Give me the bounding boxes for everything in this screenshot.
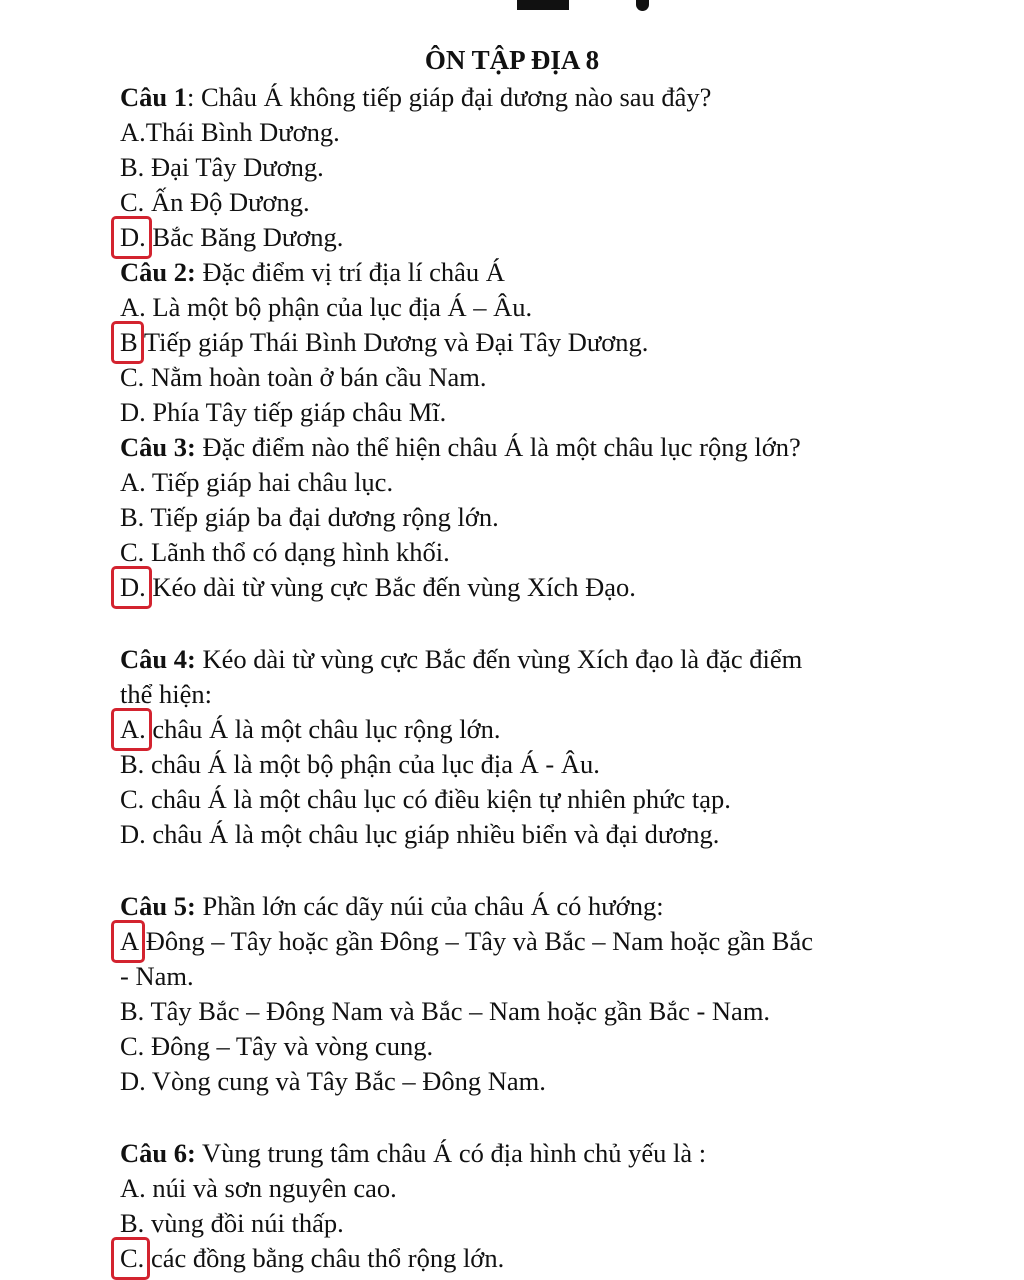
spacer: [120, 605, 940, 642]
question-3: [120, 430, 940, 465]
option-1c: [120, 185, 940, 220]
option-text: núi và sơn nguyên cao.: [145, 1173, 397, 1203]
selected-answer-marker: B: [120, 325, 138, 360]
option-text: Đại Tây Dương.: [144, 152, 324, 182]
spacer: [120, 1099, 940, 1136]
question-text: : Châu Á không tiếp giáp đại dương nào sau đây?: [187, 82, 712, 112]
question-text: Đặc điểm vị trí địa lí châu Á: [195, 257, 505, 287]
question-label: Câu 3:: [120, 432, 196, 462]
option-text: châu Á là một châu lục giáp nhiều biển và đại dương.: [145, 819, 720, 849]
option-text: Bắc Băng Dương.: [145, 222, 344, 252]
selected-answer-marker: A: [120, 924, 139, 959]
option-1b: [120, 150, 940, 185]
option-text: Là một bộ phận của lục địa Á – Âu.: [145, 292, 533, 322]
option-text: Tiếp giáp hai châu lục.: [145, 467, 394, 497]
option-text: Ấn Độ Dương.: [144, 187, 310, 217]
question-text: Đặc điểm nào thể hiện châu Á là một châu lục rộng lớn?: [195, 432, 801, 462]
question-text: Kéo dài từ vùng cực Bắc đến vùng Xích đạo là đặc điểm: [195, 644, 803, 674]
option-letter: C.: [120, 784, 145, 814]
option-2d: [120, 395, 940, 430]
option-4c: [120, 782, 940, 817]
option-text: Nằm hoàn toàn ở bán cầu Nam.: [144, 362, 487, 392]
option-letter: A.: [120, 1173, 146, 1203]
option-1d: [120, 220, 940, 255]
selected-answer-marker: D.: [120, 220, 146, 255]
option-text: Đông – Tây và vòng cung.: [144, 1031, 434, 1061]
option-letter: B.: [120, 502, 145, 532]
option-text: các đồng bằng châu thổ rộng lớn.: [144, 1243, 505, 1273]
option-letter: D.: [120, 397, 146, 427]
option-5d: [120, 1064, 940, 1099]
question-label: Câu 2:: [120, 257, 196, 287]
option-text: vùng đồi núi thấp.: [144, 1208, 344, 1238]
option-5b: [120, 994, 940, 1029]
option-letter: B.: [120, 996, 145, 1026]
option-text: châu Á là một châu lục có điều kiện tự nhiên phức tạp.: [144, 784, 731, 814]
option-text: Tây Bắc – Đông Nam và Bắc – Nam hoặc gần Bắc - Nam.: [144, 996, 771, 1026]
option-letter: D.: [120, 1066, 146, 1096]
option-4d: [120, 817, 940, 852]
selected-answer-marker: A.: [120, 712, 146, 747]
question-6: [120, 1136, 940, 1171]
option-text: Vòng cung và Tây Bắc – Đông Nam.: [145, 1066, 546, 1096]
option-5a: [120, 924, 940, 959]
option-letter: A.: [120, 117, 146, 147]
quiz-document: [120, 80, 940, 1276]
option-3d: [120, 570, 940, 605]
option-letter: A.: [120, 292, 146, 322]
top-edge-dot: [636, 0, 649, 11]
option-3b: [120, 500, 940, 535]
option-letter: C.: [120, 1031, 145, 1061]
option-6a: [120, 1171, 940, 1206]
option-letter: B.: [120, 1208, 145, 1238]
question-text: Phần lớn các dãy núi của châu Á có hướng:: [195, 891, 664, 921]
option-letter: C.: [120, 362, 145, 392]
option-letter: C.: [120, 187, 145, 217]
option-6b: [120, 1206, 940, 1241]
option-2b: [120, 325, 940, 360]
question-2: [120, 255, 940, 290]
option-text: châu Á là một bộ phận của lục địa Á - Âu.: [144, 749, 600, 779]
option-4b: [120, 747, 940, 782]
question-label: Câu 5:: [120, 891, 196, 921]
option-text: Đông – Tây hoặc gần Đông – Tây và Bắc – Nam hoặc gần Bắc: [139, 926, 813, 956]
option-text: Tiếp giáp Thái Bình Dương và Đại Tây Dương.: [137, 327, 649, 357]
option-text: châu Á là một châu lục rộng lớn.: [145, 714, 501, 744]
question-label: Câu 1: [120, 82, 188, 112]
question-1: [120, 80, 940, 115]
question-4-continued: thể hiện:: [120, 679, 212, 709]
question-4: [120, 642, 940, 677]
option-text: Lãnh thổ có dạng hình khối.: [144, 537, 450, 567]
option-6c: [120, 1241, 940, 1276]
top-edge-mark: [517, 0, 569, 10]
question-5: [120, 889, 940, 924]
option-2a: [120, 290, 940, 325]
option-5a-continued: - Nam.: [120, 961, 194, 991]
option-letter: B.: [120, 152, 145, 182]
option-3c: [120, 535, 940, 570]
option-3a: [120, 465, 940, 500]
option-text: Tiếp giáp ba đại dương rộng lớn.: [144, 502, 499, 532]
option-text: Kéo dài từ vùng cực Bắc đến vùng Xích Đạo.: [145, 572, 636, 602]
selected-answer-marker: D.: [120, 570, 146, 605]
option-text: Thái Bình Dương.: [145, 117, 340, 147]
question-text: Vùng trung tâm châu Á có địa hình chủ yếu là :: [195, 1138, 707, 1168]
document-title: ÔN TẬP ĐỊA 8: [424, 45, 600, 75]
option-2c: [120, 360, 940, 395]
selected-answer-marker: C.: [120, 1241, 144, 1276]
option-text: Phía Tây tiếp giáp châu Mĩ.: [145, 397, 447, 427]
option-letter: C.: [120, 537, 145, 567]
question-label: Câu 6:: [120, 1138, 196, 1168]
option-1a: [120, 115, 940, 150]
option-letter: A.: [120, 467, 146, 497]
option-letter: D.: [120, 819, 146, 849]
spacer: [120, 852, 940, 889]
option-4a: [120, 712, 940, 747]
question-label: Câu 4:: [120, 644, 196, 674]
option-5c: [120, 1029, 940, 1064]
option-letter: B.: [120, 749, 145, 779]
